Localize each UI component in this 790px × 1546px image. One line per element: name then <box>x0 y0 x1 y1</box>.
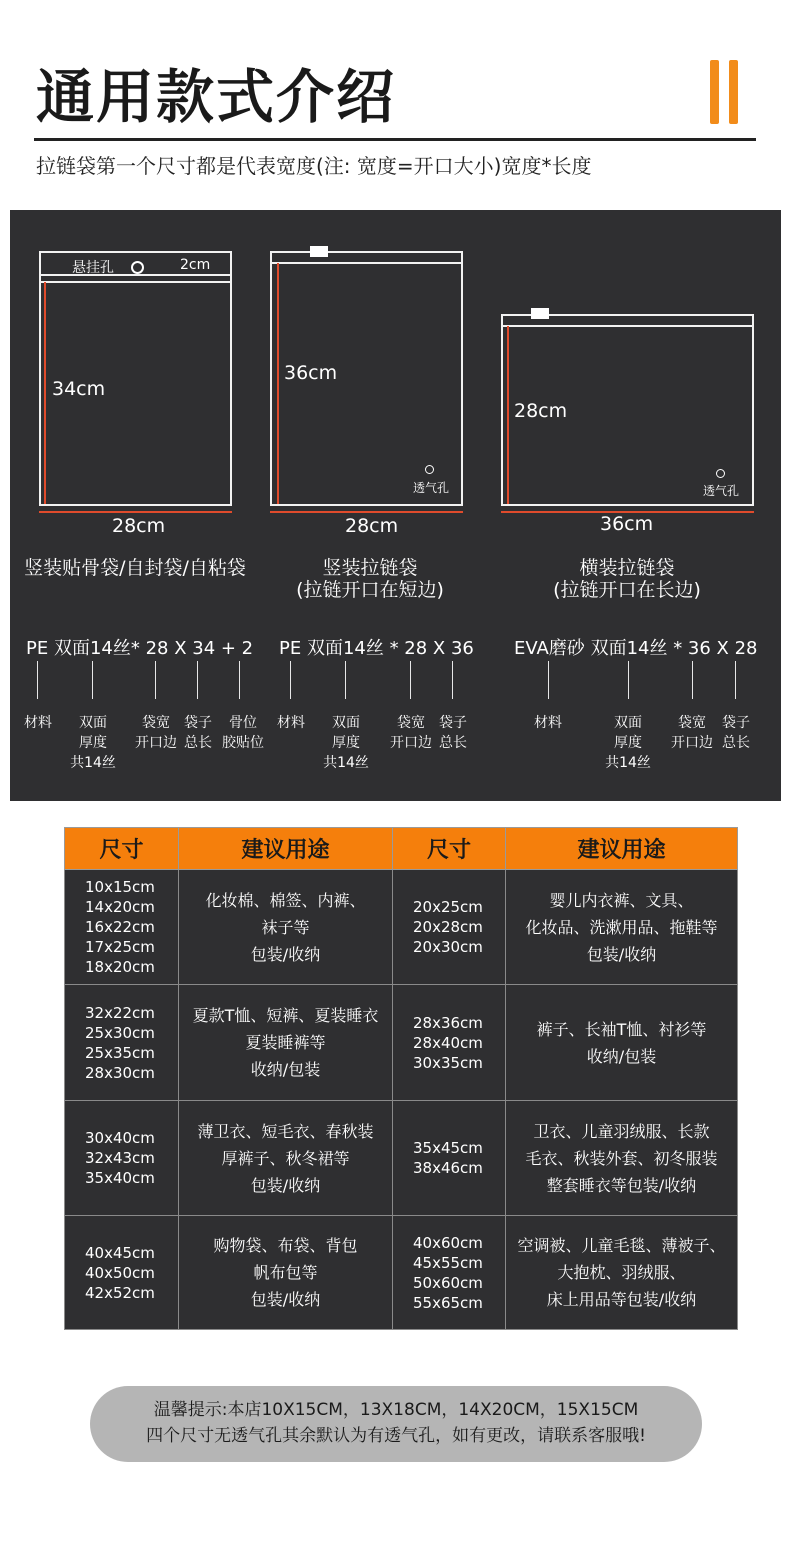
table-row <box>65 985 738 1101</box>
spec-tick <box>548 661 549 699</box>
bag1-width-marker <box>39 511 232 513</box>
header-size: 尺寸 <box>65 828 179 870</box>
header-usage: 建议用途 <box>506 828 738 870</box>
table-row <box>65 1101 738 1216</box>
size-cell: 20x25cm 20x28cm 20x30cm <box>393 870 506 985</box>
usage-cell: 夏款T恤、短裤、夏装睡衣 夏装睡裤等 收纳/包装 <box>179 985 393 1101</box>
spec-bag2: PE 双面14丝 * 28 X 36 <box>279 638 474 659</box>
size-cell: 40x45cm 40x50cm 42x52cm <box>65 1216 179 1330</box>
label-width: 袋宽 开口边 <box>390 715 432 751</box>
bag2-zipper-icon <box>310 246 328 257</box>
spec-bag3: EVA磨砂 双面14丝 * 36 X 28 <box>514 638 758 659</box>
size-cell: 10x15cm 14x20cm 16x22cm 17x25cm 18x20cm <box>65 870 179 985</box>
size-cell: 40x60cm 45x55cm 50x60cm 55x65cm <box>393 1216 506 1330</box>
notice-line-2: 四个尺寸无透气孔其余默认为有透气孔，如有更改，请联系客服哦! <box>146 1426 646 1446</box>
spec-tick <box>452 661 453 699</box>
spec-tick <box>692 661 693 699</box>
label-thickness: 双面 厚度 共14丝 <box>70 715 116 771</box>
spec-tick <box>735 661 736 699</box>
bag3-vent-label: 透气孔 <box>703 484 740 498</box>
spec-tick <box>92 661 93 699</box>
bag2-width-marker <box>270 511 463 513</box>
bag2-type: 竖装拉链袋 (拉链开口在短边) <box>296 557 444 601</box>
page-subtitle: 拉链袋第一个尺寸都是代表宽度(注: 宽度=开口大小)宽度*长度 <box>36 154 592 178</box>
size-usage-table <box>64 827 738 1330</box>
spec-tick <box>197 661 198 699</box>
label-material: 材料 <box>24 715 52 731</box>
vent-hole-icon <box>716 469 725 478</box>
vent-hole-icon <box>425 465 434 474</box>
header-usage: 建议用途 <box>179 828 393 870</box>
usage-cell: 卫衣、儿童羽绒服、长款 毛衣、秋装外套、初冬服装 整套睡衣等包装/收纳 <box>506 1101 738 1216</box>
header-size: 尺寸 <box>393 828 506 870</box>
label-thickness: 双面 厚度 共14丝 <box>323 715 369 771</box>
bag2-height: 36cm <box>284 362 338 384</box>
notice-banner <box>90 1386 702 1462</box>
label-width: 袋宽 开口边 <box>671 715 713 751</box>
title-divider <box>34 138 756 141</box>
table-row <box>65 870 738 985</box>
bag1-hang-label: 悬挂孔 <box>72 260 114 276</box>
spec-tick <box>37 661 38 699</box>
bag1-seal-line <box>39 274 232 276</box>
spec-tick <box>290 661 291 699</box>
spec-tick <box>628 661 629 699</box>
bag3-zipper-icon <box>531 308 549 319</box>
usage-cell: 裤子、长袖T恤、衬衫等 收纳/包装 <box>506 985 738 1101</box>
label-glue: 骨位 胶贴位 <box>222 715 264 751</box>
label-length: 袋子 总长 <box>184 715 212 751</box>
bag1-height: 34cm <box>52 378 106 400</box>
table-row <box>65 1216 738 1330</box>
spec-tick <box>155 661 156 699</box>
label-material: 材料 <box>277 715 305 731</box>
bag2-width: 28cm <box>345 515 399 537</box>
table-header-row <box>65 828 738 870</box>
bag1-seal-line-2 <box>39 281 232 283</box>
size-cell: 32x22cm 25x30cm 25x35cm 28x30cm <box>65 985 179 1101</box>
hang-hole-icon <box>131 261 144 274</box>
bag3-height-marker <box>507 326 509 504</box>
spec-bag1: PE 双面14丝* 28 X 34 + 2 <box>26 638 254 659</box>
bag3-height: 28cm <box>514 400 568 422</box>
label-length: 袋子 总长 <box>439 715 467 751</box>
bag1-width: 28cm <box>112 515 166 537</box>
size-cell: 35x45cm 38x46cm <box>393 1101 506 1216</box>
spec-tick <box>410 661 411 699</box>
bag2-vent-label: 透气孔 <box>413 481 450 495</box>
notice-line-1: 温馨提示:本店10X15CM，13X18CM，14X20CM，15X15CM <box>153 1400 639 1420</box>
page-title: 通用款式介绍 <box>36 63 397 131</box>
spec-tick <box>345 661 346 699</box>
size-cell: 30x40cm 32x43cm 35x40cm <box>65 1101 179 1216</box>
bag1-height-marker <box>44 282 46 504</box>
bag1-type: 竖装贴骨袋/自封袋/自粘袋 <box>24 557 246 579</box>
usage-cell: 婴儿内衣裤、文具、 化妆品、洗漱用品、拖鞋等 包装/收纳 <box>506 870 738 985</box>
label-material: 材料 <box>534 715 562 731</box>
bag2-zip-line <box>270 262 463 264</box>
bag3-width: 36cm <box>600 513 654 535</box>
label-width: 袋宽 开口边 <box>135 715 177 751</box>
size-cell: 28x36cm 28x40cm 30x35cm <box>393 985 506 1101</box>
usage-cell: 化妆棉、棉签、内裤、 袜子等 包装/收纳 <box>179 870 393 985</box>
bag3-type: 横装拉链袋 (拉链开口在长边) <box>553 557 701 601</box>
label-length: 袋子 总长 <box>722 715 750 751</box>
label-thickness: 双面 厚度 共14丝 <box>605 715 651 771</box>
usage-cell: 购物袋、布袋、背包 帆布包等 包装/收纳 <box>179 1216 393 1330</box>
usage-cell: 空调被、儿童毛毯、薄被子、 大抱枕、羽绒服、 床上用品等包装/收纳 <box>506 1216 738 1330</box>
bag2-height-marker <box>277 263 279 504</box>
usage-cell: 薄卫衣、短毛衣、春秋装 厚裤子、秋冬裙等 包装/收纳 <box>179 1101 393 1216</box>
bag1-top-label: 2cm <box>180 257 211 273</box>
spec-tick <box>239 661 240 699</box>
bag3-zip-line <box>501 325 754 327</box>
accent-bars-icon <box>710 60 740 124</box>
